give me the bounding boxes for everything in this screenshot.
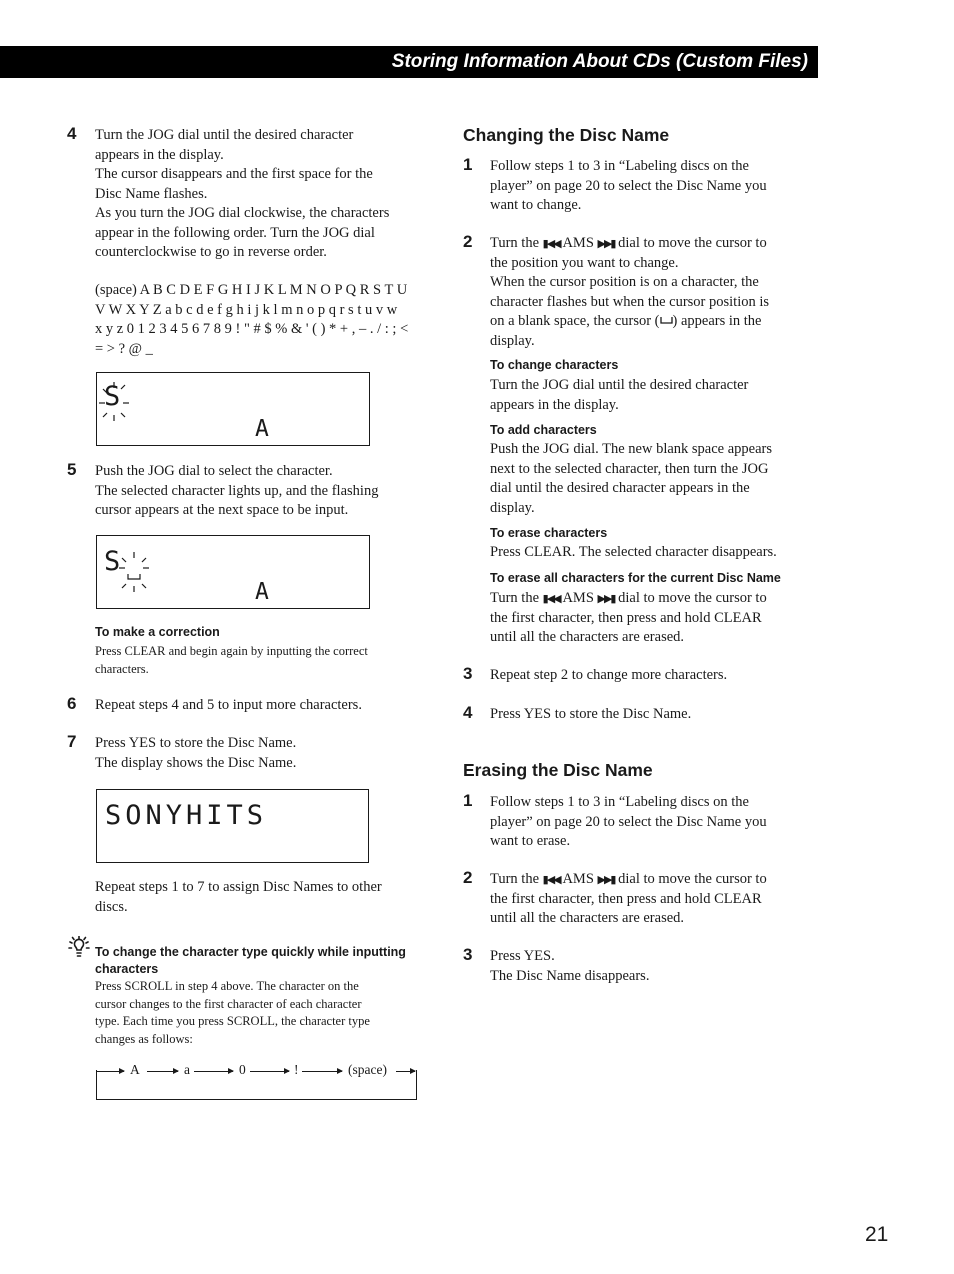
correction-text	[95, 643, 368, 678]
ams-label: AMS	[562, 235, 594, 251]
text-fragment: Turn the	[490, 871, 540, 887]
arrow-icon	[302, 1071, 342, 1072]
text-line: The cursor disappears and the first space for the	[95, 166, 373, 182]
text-line: Follow steps 1 to 3 in “Labeling discs on the	[490, 794, 749, 810]
lcd-character: S	[104, 381, 121, 412]
text-line: type. Each time you press SCROLL, the character type	[95, 1014, 370, 1028]
previous-track-icon: ▮◀◀	[542, 873, 560, 886]
subheading-erase-characters: To erase characters	[490, 526, 608, 540]
step-number: 1	[463, 155, 473, 174]
add-characters-text	[490, 440, 772, 518]
text-line: Repeat steps 1 to 7 to assign Disc Names to other	[95, 879, 382, 895]
erase-characters-text: Press CLEAR. The selected character disappears.	[490, 544, 777, 560]
text-line: character flashes but when the cursor position is	[490, 293, 770, 310]
text-line: the position you want to change.	[490, 254, 679, 271]
text-line: appears in the display.	[490, 396, 619, 413]
lcd-display-1	[96, 372, 370, 446]
subheading-change-characters: To change characters	[490, 358, 619, 372]
text-line: want to erase.	[490, 833, 571, 849]
step-6-text: Repeat steps 4 and 5 to input more characters.	[95, 697, 362, 713]
character-order-list	[95, 281, 408, 359]
text-line: the first character, then press and hold CLEAR	[490, 890, 762, 907]
text-fragment: dial to move the cursor to	[618, 235, 767, 251]
text-line: (space) A B C D E F G H I J K L M N O P Q R S T U	[95, 282, 408, 298]
text-line: characters	[95, 962, 159, 976]
text-fragment: Turn the	[490, 235, 540, 251]
text-line: Turn the JOG dial until the desired character	[95, 127, 354, 143]
erasing-step-2-text	[490, 870, 767, 929]
changing-step-4-text: Press YES to store the Disc Name.	[490, 706, 692, 722]
text-fragment: on a blank space, the cursor (	[490, 313, 660, 329]
arrow-icon	[250, 1071, 289, 1072]
step-number: 7	[67, 732, 77, 751]
flow-item: !	[294, 1062, 299, 1077]
step-4-text	[95, 126, 389, 263]
correction-heading: To make a correction	[95, 625, 220, 639]
text-line: Turn the JOG dial until the desired character	[490, 377, 749, 393]
flow-item: a	[184, 1062, 190, 1077]
text-line: x y z 0 1 2 3 4 5 6 7 8 9 ! " # $ % & ' ( ) * + , – . / : ; <	[95, 321, 409, 337]
change-characters-text	[490, 376, 748, 415]
step-number: 3	[463, 664, 473, 683]
text-fragment: dial to move the cursor to	[618, 871, 767, 887]
step-5-text	[95, 462, 378, 521]
tip-heading	[95, 944, 406, 978]
text-line: cursor changes to the first character of each character	[95, 996, 362, 1011]
lcd-indicator: A	[255, 416, 269, 442]
lcd-display-2	[96, 535, 370, 609]
text-line: player” on page 20 to select the Disc Name you	[490, 177, 767, 194]
text-fragment: Turn the	[490, 590, 540, 606]
step-number: 2	[463, 868, 473, 887]
text-line: counterclockwise to go in reverse order.	[95, 244, 327, 260]
arrow-icon	[194, 1071, 233, 1072]
arrow-line	[396, 1071, 415, 1072]
lcd-disc-name: SONYHITS	[105, 800, 268, 831]
blank-cursor-icon	[660, 315, 673, 325]
lcd-character: S	[104, 546, 121, 577]
arrow-icon	[147, 1071, 178, 1072]
text-line: characters.	[95, 661, 149, 676]
text-line: When the cursor position is on a character, the	[490, 274, 759, 290]
text-line: Push the JOG dial. The new blank space appears	[490, 441, 773, 457]
text-fragment: ) appears in the	[672, 313, 762, 329]
text-fragment: dial to move the cursor to	[618, 590, 767, 606]
section-heading-changing: Changing the Disc Name	[463, 125, 670, 145]
section-heading-erasing: Erasing the Disc Name	[463, 760, 653, 780]
changing-step-3-text: Repeat step 2 to change more characters.	[490, 667, 728, 683]
text-line	[490, 870, 767, 890]
lightbulb-tip-icon	[67, 936, 91, 962]
text-line: = > ? @ _	[95, 340, 153, 357]
page-number: 21	[865, 1223, 889, 1246]
flow-item: (space)	[348, 1062, 387, 1077]
text-line: The display shows the Disc Name.	[95, 754, 297, 771]
text-line: display.	[490, 332, 535, 349]
lcd-indicator: A	[255, 579, 269, 605]
step-number: 6	[67, 694, 77, 713]
text-line: The selected character lights up, and the flashing	[95, 482, 379, 499]
repeat-note	[95, 878, 382, 917]
text-line: appear in the following order. Turn the JOG dial	[95, 224, 375, 241]
text-line: player” on page 20 to select the Disc Name you	[490, 813, 767, 830]
text-line: appears in the display.	[95, 146, 224, 163]
text-line: The Disc Name disappears.	[490, 967, 650, 984]
ams-label: AMS	[562, 871, 594, 887]
text-line: Disc Name flashes.	[95, 185, 208, 202]
text-line: the first character, then press and hold CLEAR	[490, 609, 762, 626]
changing-step-2-text	[490, 234, 769, 351]
text-line: V W X Y Z a b c d e f g h i j k l m n o p q r s t u v w	[95, 301, 398, 318]
erasing-step-1-text	[490, 793, 767, 852]
text-line	[490, 312, 769, 332]
text-line: want to change.	[490, 197, 582, 213]
step-number: 3	[463, 945, 473, 964]
text-line	[490, 234, 769, 254]
text-line: As you turn the JOG dial clockwise, the characters	[95, 205, 390, 221]
text-line: until all the characters are erased.	[490, 910, 685, 926]
changing-step-1-text	[490, 157, 767, 216]
text-line	[490, 589, 767, 609]
text-line: Follow steps 1 to 3 in “Labeling discs on the	[490, 158, 749, 174]
page-header-title: Storing Information About CDs (Custom Files)	[391, 51, 808, 72]
ams-label: AMS	[562, 590, 594, 606]
text-line: dial until the desired character appears in the	[490, 480, 750, 496]
subheading-erase-all-characters: To erase all characters for the current Disc Name	[490, 571, 781, 585]
text-line: changes as follows:	[95, 1031, 193, 1046]
next-track-icon: ▶▶▮	[597, 592, 615, 605]
next-track-icon: ▶▶▮	[597, 237, 615, 250]
text-line: Press YES to store the Disc Name.	[95, 735, 297, 751]
step-7-text	[95, 734, 296, 773]
next-track-icon: ▶▶▮	[597, 873, 615, 886]
previous-track-icon: ▮◀◀	[542, 592, 560, 605]
flow-item: 0	[239, 1062, 246, 1077]
tip-text	[95, 978, 370, 1048]
page-header-bar	[0, 46, 818, 78]
step-number: 1	[463, 791, 473, 810]
text-line: cursor appears at the next space to be input.	[95, 502, 349, 518]
step-number: 5	[67, 460, 77, 479]
text-line: until all the characters are erased.	[490, 629, 685, 645]
flashing-cursor-icon	[115, 546, 159, 596]
previous-track-icon: ▮◀◀	[542, 237, 560, 250]
erase-all-characters-text	[490, 589, 767, 648]
lcd-display-3	[96, 789, 369, 863]
text-line: Press SCROLL in step 4 above. The character on the	[95, 979, 359, 993]
text-line: display.	[490, 499, 535, 516]
text-line: Press CLEAR and begin again by inputting the correct	[95, 644, 368, 658]
step-number: 2	[463, 232, 473, 251]
step-number: 4	[67, 124, 77, 143]
text-line: Press YES.	[490, 948, 555, 964]
text-line: next to the selected character, then turn the JOG	[490, 460, 769, 477]
subheading-add-characters: To add characters	[490, 423, 597, 437]
step-number: 4	[463, 703, 473, 722]
arrow-icon	[96, 1071, 124, 1072]
text-line: discs.	[95, 898, 128, 915]
text-line: To change the character type quickly while inputting	[95, 945, 406, 959]
text-line: Push the JOG dial to select the character.	[95, 463, 333, 479]
flow-item: A	[130, 1062, 140, 1077]
erasing-step-3-text	[490, 947, 649, 986]
